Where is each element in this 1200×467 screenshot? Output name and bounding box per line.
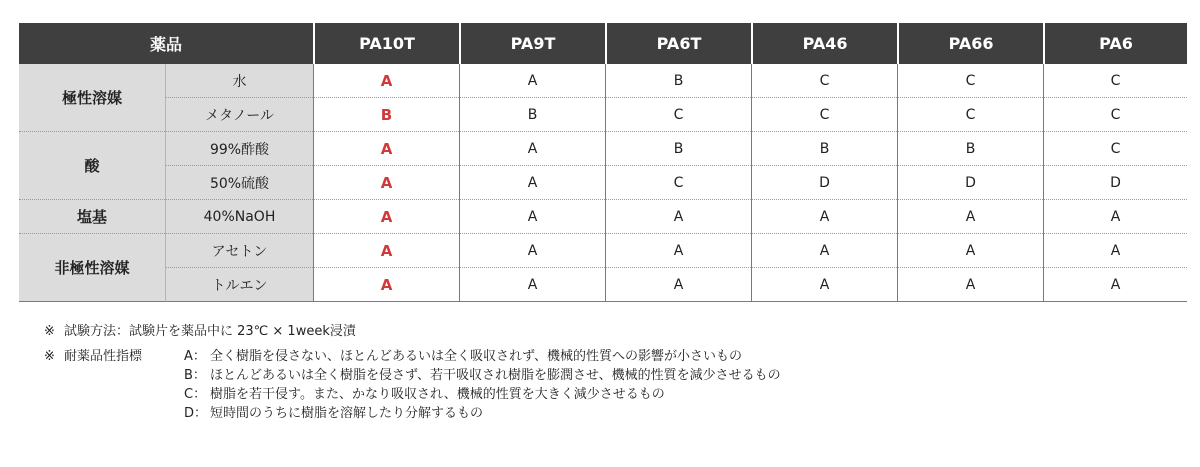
rating-cell: C (605, 98, 751, 132)
rating-cell: B (605, 132, 751, 166)
rating-cell: A (459, 200, 605, 234)
rating-cell: D (897, 166, 1043, 200)
legend-line (44, 366, 781, 385)
legend-line (44, 347, 781, 366)
rating-cell: A (1043, 268, 1187, 302)
rating-cell: B (751, 132, 897, 166)
legend-letter: A： (184, 349, 206, 364)
legend-letter: B： (184, 368, 206, 383)
chemical-cell: トルエン (165, 268, 313, 302)
chemical-cell: 99%酢酸 (165, 132, 313, 166)
chemical-cell: メタノール (165, 98, 313, 132)
header-material: PA10T (313, 23, 459, 64)
test-method-note (44, 322, 781, 341)
rating-cell: C (897, 98, 1043, 132)
chemical-cell: 水 (165, 64, 313, 98)
chemical-cell: アセトン (165, 234, 313, 268)
rating-cell-highlight: A (313, 166, 459, 200)
rating-cell: A (897, 268, 1043, 302)
rating-cell: C (1043, 98, 1187, 132)
rating-cell-highlight: A (313, 268, 459, 302)
table-row (19, 200, 1187, 234)
chemical-cell: 40%NaOH (165, 200, 313, 234)
category-cell: 塩基 (19, 200, 165, 234)
rating-cell: B (605, 64, 751, 98)
header-material: PA9T (459, 23, 605, 64)
rating-cell: C (1043, 64, 1187, 98)
rating-cell: C (751, 64, 897, 98)
rating-cell: A (897, 200, 1043, 234)
rating-cell: B (897, 132, 1043, 166)
rating-cell: A (1043, 234, 1187, 268)
rating-cell: C (897, 64, 1043, 98)
legend-text: ほとんどあるいは全く樹脂を侵さず、若干吸収され樹脂を膨潤させ、機械的性質を減少させるもの (210, 368, 781, 383)
rating-cell: A (605, 200, 751, 234)
rating-cell: A (605, 234, 751, 268)
rating-cell: A (751, 234, 897, 268)
rating-cell-highlight: A (313, 234, 459, 268)
note-mark: ※ (44, 349, 55, 364)
legend-line (44, 404, 781, 423)
rating-cell-highlight: A (313, 132, 459, 166)
rating-cell: A (751, 200, 897, 234)
category-cell: 酸 (19, 132, 165, 200)
header-material: PA6T (605, 23, 751, 64)
legend-text: 短時間のうちに樹脂を溶解したり分解するもの (210, 406, 484, 421)
header-material: PA66 (897, 23, 1043, 64)
legend-letter: D： (184, 406, 208, 421)
rating-cell: A (751, 268, 897, 302)
rating-cell-highlight: A (313, 64, 459, 98)
notes (44, 322, 781, 423)
rating-cell: C (1043, 132, 1187, 166)
table-body (19, 64, 1187, 302)
legend-text: 樹脂を若干侵す。また、かなり吸収され、機械的性質を大きく減少させるもの (210, 387, 665, 402)
rating-cell-highlight: A (313, 200, 459, 234)
rating-cell: B (459, 98, 605, 132)
rating-cell: D (751, 166, 897, 200)
rating-cell: A (459, 234, 605, 268)
rating-cell: A (459, 64, 605, 98)
category-cell: 極性溶媒 (19, 64, 165, 132)
category-cell: 非極性溶媒 (19, 234, 165, 302)
rating-cell-highlight: B (313, 98, 459, 132)
legend-letter: C： (184, 387, 207, 402)
table-row (19, 64, 1187, 98)
rating-cell: A (459, 132, 605, 166)
rating-cell: A (605, 268, 751, 302)
table-row (19, 166, 1187, 200)
rating-cell: A (1043, 200, 1187, 234)
table-row (19, 98, 1187, 132)
table-row (19, 132, 1187, 166)
legend-line (44, 385, 781, 404)
note-mark: ※ (44, 324, 55, 339)
rating-cell: C (751, 98, 897, 132)
rating-cell: A (897, 234, 1043, 268)
header-chemical: 薬品 (19, 23, 313, 64)
chemical-cell: 50%硫酸 (165, 166, 313, 200)
table-row (19, 234, 1187, 268)
table-header-row (19, 23, 1187, 64)
header-material: PA46 (751, 23, 897, 64)
rating-cell: D (1043, 166, 1187, 200)
index-label: 耐薬品性指標 (64, 349, 143, 364)
legend-text: 全く樹脂を侵さない、ほとんどあるいは全く吸収されず、機械的性質への影響が小さいもの (210, 349, 742, 364)
rating-cell: A (459, 166, 605, 200)
test-method-text: 試験方法：試験片を薬品中に 23℃ × 1week浸漬 (64, 324, 356, 339)
table-row (19, 268, 1187, 302)
header-material: PA6 (1043, 23, 1187, 64)
chemical-resistance-table (19, 23, 1187, 302)
rating-cell: C (605, 166, 751, 200)
rating-cell: A (459, 268, 605, 302)
